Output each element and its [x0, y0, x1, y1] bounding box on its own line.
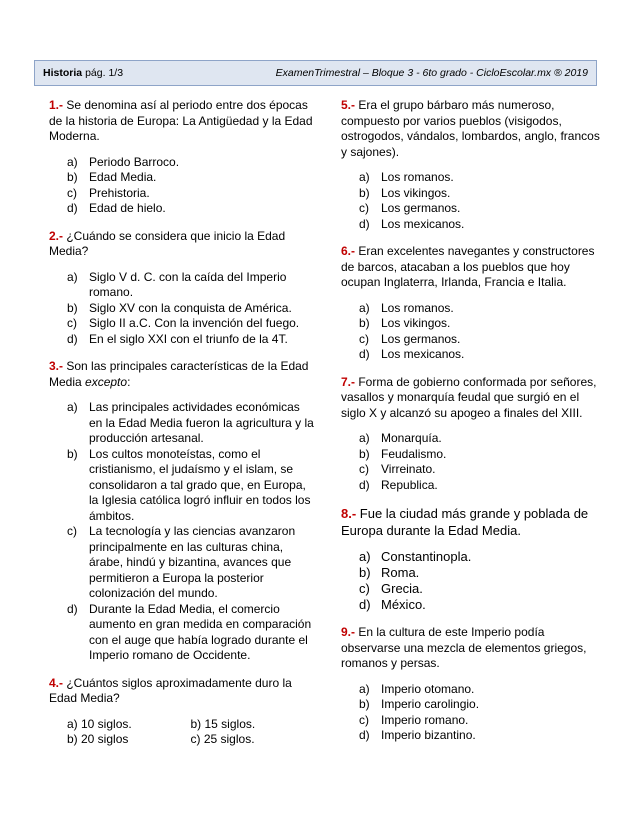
option-item[interactable]: [49, 201, 314, 217]
option-letter: d): [359, 597, 371, 612]
question-number: 5.-: [341, 98, 356, 112]
option-text: México.: [381, 597, 426, 612]
option-letter: d): [359, 728, 370, 742]
subject-label: Historia: [43, 67, 83, 79]
question-text: [49, 359, 314, 390]
option-item[interactable]: [341, 447, 606, 463]
right-column: [341, 98, 606, 756]
option-letter: d): [67, 601, 78, 616]
question-body: Fue la ciudad más grande y poblada de Europa durante la Edad Media.: [341, 506, 589, 538]
option-item[interactable]: [341, 597, 606, 613]
option-text: Imperio romano.: [381, 712, 469, 727]
option-item[interactable]: [49, 155, 314, 171]
question-3: [49, 359, 314, 664]
option-text: Edad Media.: [89, 170, 157, 184]
option-letter: d): [359, 477, 370, 492]
option-item[interactable]: [341, 462, 606, 478]
option-text: Imperio carolingio.: [381, 697, 480, 711]
option-item[interactable]: b) 20 siglos: [67, 732, 129, 746]
option-item[interactable]: [49, 602, 314, 664]
option-letter: a): [67, 400, 78, 414]
option-letter: c): [359, 331, 369, 346]
page-header: [34, 60, 597, 86]
option-item[interactable]: a) 10 siglos.: [67, 716, 132, 731]
option-letter: b): [359, 697, 370, 711]
option-item[interactable]: [341, 186, 606, 202]
question-number: 7.-: [341, 374, 356, 389]
option-text: Los romanos.: [381, 170, 454, 184]
option-text: Feudalismo.: [381, 446, 447, 461]
option-item[interactable]: [341, 431, 606, 447]
option-item[interactable]: [341, 697, 606, 713]
options-list: [341, 682, 606, 744]
option-item[interactable]: [49, 316, 314, 332]
question-body: En la cultura de este Imperio podía observarse una mezcla de elementos griegos, romanos y persas.: [341, 625, 587, 670]
option-letter: b): [359, 185, 370, 200]
page-number: pág. 1/3: [85, 67, 124, 79]
option-item[interactable]: c) 25 siglos.: [190, 732, 255, 746]
left-column: [49, 98, 314, 760]
option-text: Siglo XV con la conquista de América.: [89, 300, 292, 315]
question-body: Son las principales características de la Edad Media: [49, 359, 309, 389]
option-text: Durante la Edad Media, el comercio aumento en gran medida en comparación con el auge que había logrado durante el Imperio romano de Occidente.: [89, 601, 312, 662]
question-body: Se denomina así al periodo entre dos épocas de la historia de Europa: La Antigüedad y la Edad Moderna.: [49, 98, 313, 143]
option-letter: d): [67, 201, 78, 215]
option-text: Monarquía.: [381, 431, 442, 445]
question-number: 6.-: [341, 244, 356, 258]
option-letter: b): [67, 446, 78, 461]
question-8: [341, 505, 606, 613]
option-item[interactable]: [49, 270, 314, 301]
option-text: Las principales actividades económicas en la Edad Media fueron la agricultura y la producción artesanal.: [89, 400, 314, 445]
option-letter: b): [359, 446, 370, 461]
option-text: Prehistoria.: [89, 185, 150, 200]
option-item[interactable]: [341, 332, 606, 348]
option-text: Los romanos.: [381, 300, 454, 315]
option-text: Los vikingos.: [381, 185, 451, 200]
option-letter: a): [359, 681, 370, 696]
option-item[interactable]: [49, 400, 314, 447]
option-item[interactable]: [49, 301, 314, 317]
option-text: Constantinopla.: [381, 549, 472, 564]
question-body: ¿Cuándo se considera que inicio la Edad Media?: [49, 228, 286, 258]
question-number: 2.-: [49, 228, 64, 243]
option-letter: b): [359, 316, 370, 330]
question-number: 8.-: [341, 506, 357, 521]
option-item[interactable]: [49, 186, 314, 202]
option-letter: a): [359, 170, 370, 184]
question-text: [49, 98, 314, 145]
option-text: Siglo V d. C. con la caída del Imperio romano.: [89, 269, 287, 299]
question-text: [341, 505, 606, 539]
option-text: Los cultos monoteístas, como el cristianismo, el judaísmo y el islam, se consolidaron a tal grado que, en Europa, la Iglesia católica logró influir en todos los ámbitos.: [89, 446, 311, 523]
option-item[interactable]: [49, 332, 314, 348]
question-1: [49, 98, 314, 217]
option-text: Los germanos.: [381, 201, 461, 215]
option-item[interactable]: [49, 524, 314, 602]
option-letter: c): [67, 524, 77, 538]
question-body-end: :: [127, 374, 131, 389]
option-text: Virreinato.: [381, 462, 436, 476]
question-5: [341, 98, 606, 232]
question-text: [341, 244, 606, 291]
option-item[interactable]: [49, 170, 314, 186]
option-text: Los vikingos.: [381, 316, 451, 330]
option-letter: c): [67, 316, 77, 330]
option-letter: b): [67, 170, 78, 184]
option-text: Imperio otomano.: [381, 681, 475, 696]
question-number: 1.-: [49, 98, 64, 112]
option-item[interactable]: [341, 170, 606, 186]
question-body: Era el grupo bárbaro más numeroso, compuesto por varios pueblos (visigodos, ostrogodos, vándalos, lombardos, anglo, francos y sajones).: [341, 98, 600, 159]
options-list: [49, 155, 314, 217]
options-list: [341, 170, 606, 232]
question-9: [341, 625, 606, 744]
options-list: [341, 301, 606, 363]
option-text: Edad de hielo.: [89, 201, 166, 215]
question-4: [49, 676, 314, 748]
option-text: Republica.: [381, 477, 438, 492]
option-item[interactable]: [341, 728, 606, 744]
option-text: Periodo Barroco.: [89, 154, 180, 169]
option-item[interactable]: [341, 316, 606, 332]
option-text: Siglo II a.C. Con la invención del fuego.: [89, 316, 300, 330]
option-item[interactable]: [341, 565, 606, 581]
option-letter: a): [359, 431, 370, 445]
options-grid: [49, 717, 314, 748]
question-body: Eran excelentes navegantes y constructores de barcos, atacaban a los pueblos que hoy ocupan Inglaterra, Irlanda, Francia e Italia.: [341, 244, 595, 289]
option-letter: c): [359, 581, 370, 596]
options-list: [341, 549, 606, 613]
option-letter: d): [359, 216, 370, 231]
options-list: [49, 270, 314, 348]
option-item[interactable]: [341, 478, 606, 494]
option-letter: a): [67, 269, 78, 284]
option-letter: d): [67, 331, 78, 346]
exam-title: ExamenTrimestral – Bloque 3 - 6to grado - CicloEscolar.mx ® 2019: [275, 67, 588, 79]
option-text: Grecia.: [381, 581, 423, 596]
question-body: Forma de gobierno conformada por señores, vasallos y monarquía feudal que surgió en el siglo X y alcanzó su apogeo a finales del XIII.: [341, 374, 597, 420]
option-letter: b): [67, 300, 78, 315]
option-text: En el siglo XXI con el triunfo de la 4T.: [89, 331, 288, 346]
option-item[interactable]: [341, 301, 606, 317]
options-list: [49, 400, 314, 664]
option-letter: c): [359, 712, 369, 727]
question-body: ¿Cuántos siglos aproximadamente duro la Edad Media?: [49, 675, 292, 705]
option-item[interactable]: [341, 713, 606, 729]
option-text: Los mexicanos.: [381, 216, 465, 231]
question-number: 9.-: [341, 625, 356, 639]
question-text: [49, 229, 314, 260]
question-text: [341, 625, 606, 672]
option-item[interactable]: [49, 447, 314, 525]
option-text: Los mexicanos.: [381, 347, 465, 361]
question-text: [49, 676, 314, 707]
option-item[interactable]: b) 15 siglos.: [190, 716, 256, 731]
question-text: [341, 98, 606, 160]
option-letter: a): [67, 154, 78, 169]
option-item[interactable]: [341, 347, 606, 363]
option-item[interactable]: [341, 682, 606, 698]
question-text: [341, 375, 606, 422]
option-letter: c): [67, 185, 77, 200]
question-2: [49, 229, 314, 348]
option-text: Imperio bizantino.: [381, 728, 476, 742]
option-item[interactable]: [341, 217, 606, 233]
options-list: [341, 431, 606, 493]
option-item[interactable]: [341, 201, 606, 217]
option-text: Roma.: [381, 565, 420, 580]
option-letter: a): [359, 300, 370, 315]
option-letter: b): [359, 565, 371, 580]
option-letter: a): [359, 549, 371, 564]
option-text: La tecnología y las ciencias avanzaron principalmente en las culturas china, árabe, hindú y bizantina, avances que permitieron a Europa la posterior colonización del mundo.: [89, 524, 296, 600]
option-letter: c): [359, 201, 369, 215]
option-letter: c): [359, 462, 369, 476]
option-item[interactable]: [341, 549, 606, 565]
question-number: 3.-: [49, 359, 64, 373]
question-6: [341, 244, 606, 363]
question-number: 4.-: [49, 675, 64, 690]
question-7: [341, 375, 606, 494]
option-item[interactable]: [341, 581, 606, 597]
question-emphasis: excepto: [85, 374, 128, 389]
option-letter: d): [359, 347, 370, 361]
option-text: Los germanos.: [381, 331, 461, 346]
